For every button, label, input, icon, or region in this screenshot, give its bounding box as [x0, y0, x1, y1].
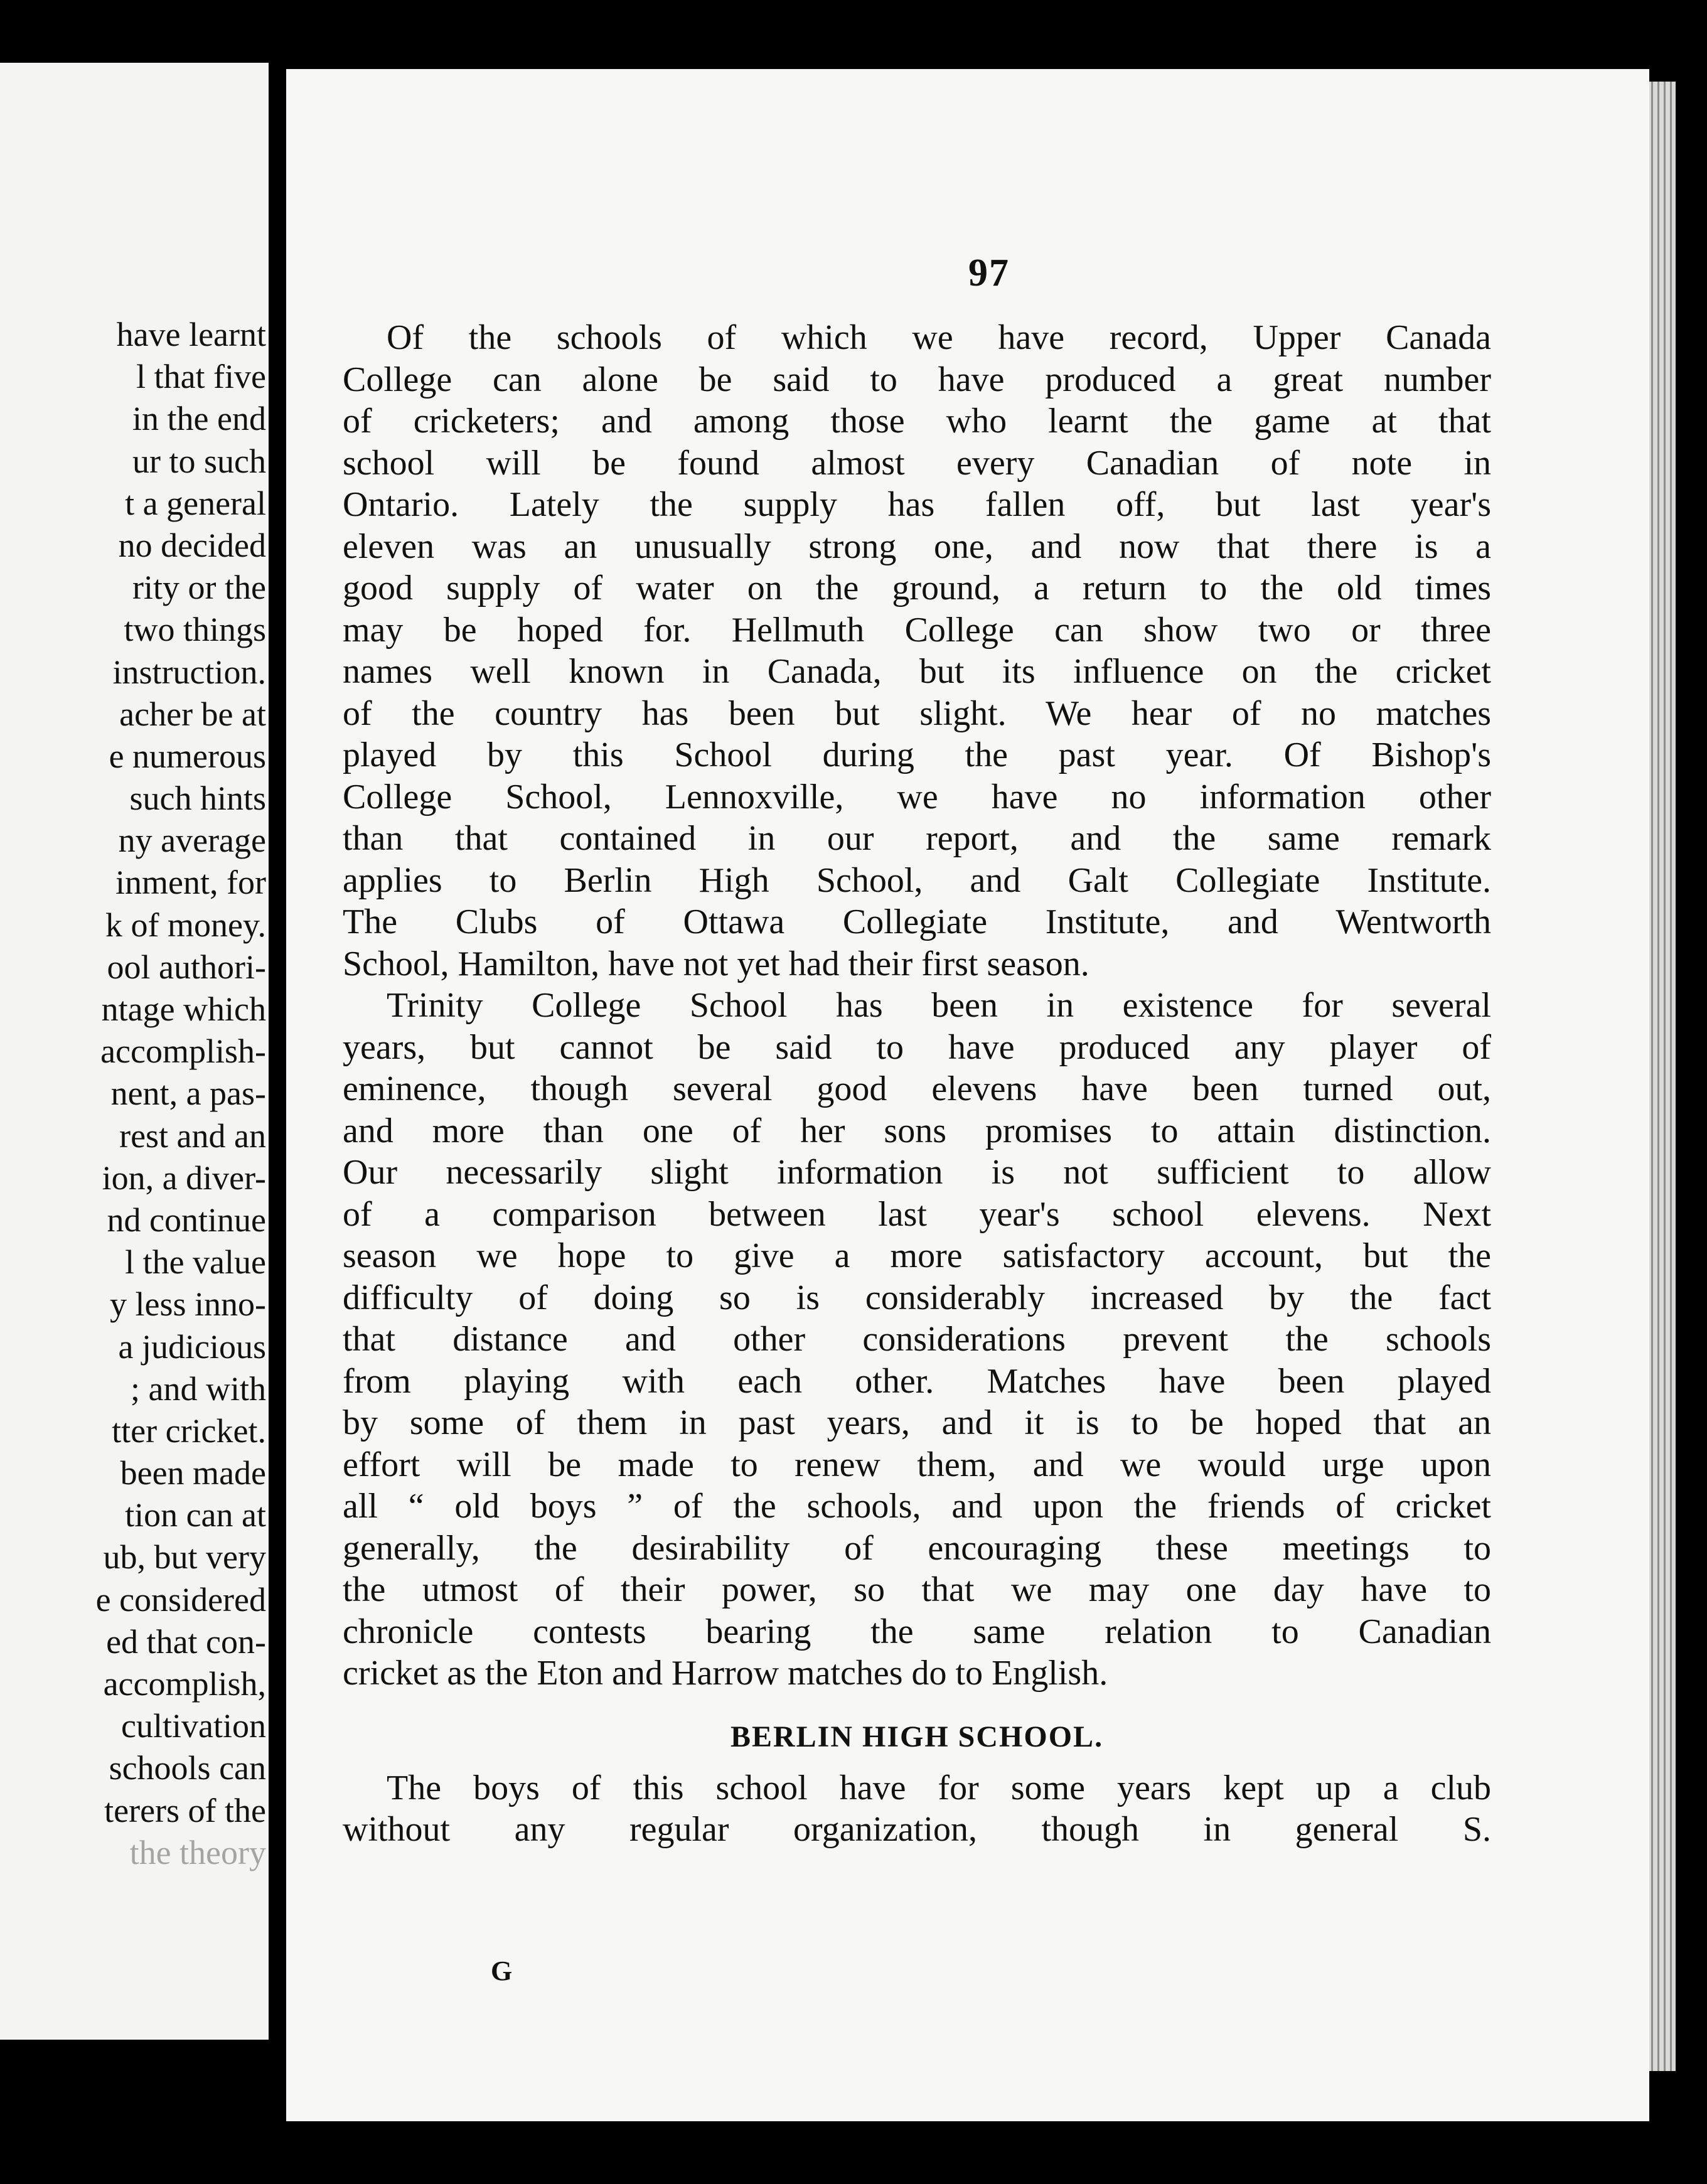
left-page-line: no decided	[118, 526, 266, 564]
left-page-line: schools can	[109, 1749, 266, 1787]
left-page-line: two things	[124, 611, 266, 649]
left-page-line: e numerous	[109, 737, 266, 775]
text-line: Our necessarily slight information is not sufficient to allow	[343, 1153, 1491, 1192]
text-line: names well known in Canada, but its influence on the cricket	[343, 652, 1491, 691]
text-line: season we hope to give a more satisfactory account, but the	[343, 1236, 1491, 1275]
page-body-text	[343, 317, 1491, 1851]
left-page-line: a judicious	[118, 1327, 266, 1366]
text-line: generally, the desirability of encouraging these meetings to	[343, 1528, 1491, 1568]
text-line: without any regular organization, though in general S.	[343, 1810, 1491, 1849]
text-line: The boys of this school have for some years kept up a club	[387, 1768, 1491, 1807]
signature-mark: G	[491, 1956, 513, 1986]
text-line: College can alone be said to have produced a great number	[343, 360, 1491, 399]
left-page-line: ny average	[118, 822, 266, 860]
left-page-line: t a general	[125, 484, 266, 522]
text-line: than that contained in our report, and the same remark	[343, 819, 1491, 858]
left-page-line: accomplish-	[100, 1032, 266, 1071]
text-line: all “ old boys ” of the schools, and upon the friends of cricket	[343, 1487, 1491, 1526]
text-line: cricket as the Eton and Harrow matches do to English.	[343, 1654, 1108, 1693]
left-page-line: y less inno-	[110, 1285, 266, 1324]
left-page-line: ion, a diver-	[102, 1159, 266, 1197]
text-line: and more than one of her sons promises to attain distinction.	[343, 1111, 1491, 1150]
text-line: eleven was an unusually strong one, and now that there is a	[343, 527, 1491, 566]
text-line: effort will be made to renew them, and we would urge upon	[343, 1445, 1491, 1484]
text-line: of the country has been but slight. We hear of no matches	[343, 693, 1491, 733]
text-line: of cricketers; and among those who learnt the game at that	[343, 402, 1491, 441]
left-page-line: instruction.	[112, 653, 266, 691]
text-line: good supply of water on the ground, a return to the old times	[343, 569, 1491, 608]
left-page-line: nent, a pas-	[110, 1074, 266, 1113]
left-page-line: been made	[120, 1454, 266, 1492]
page-number: 97	[968, 252, 1010, 294]
text-line: difficulty of doing so is considerably increased by the fact	[343, 1278, 1491, 1317]
left-page-line: nd continue	[107, 1201, 266, 1239]
text-line: the utmost of their power, so that we may one day have to	[343, 1570, 1491, 1609]
left-page-line: k of money.	[105, 906, 266, 944]
section-heading: BERLIN HIGH SCHOOL.	[730, 1720, 1104, 1753]
text-line: may be hoped for. Hellmuth College can show two or three	[343, 610, 1491, 650]
text-line: applies to Berlin High School, and Galt Collegiate Institute.	[343, 860, 1491, 900]
left-page-line: tion can at	[125, 1496, 266, 1534]
text-line: that distance and other considerations prevent the schools	[343, 1320, 1491, 1359]
text-line: Trinity College School has been in existence for several	[387, 986, 1491, 1025]
left-page-line: accomplish,	[103, 1665, 266, 1703]
book-page	[286, 69, 1649, 2121]
text-line: College School, Lennoxville, we have no information other	[343, 777, 1491, 816]
left-page-line: e considered	[95, 1580, 266, 1619]
left-page-line: have learnt	[116, 316, 266, 353]
text-line: Of the schools of which we have record, Upper Canada	[387, 318, 1491, 357]
left-page-line: l the value	[125, 1243, 266, 1282]
text-line: eminence, though several good elevens have been turned out,	[343, 1069, 1491, 1108]
text-line: from playing with each other. Matches have been played	[343, 1361, 1491, 1401]
text-line: years, but cannot be said to have produced any player of	[343, 1027, 1491, 1067]
left-page-line: the theory	[129, 1833, 266, 1871]
left-page-line: tter cricket.	[112, 1411, 266, 1450]
text-line: school will be found almost every Canadian of note in	[343, 443, 1491, 483]
left-page-line: ; and with	[131, 1369, 266, 1408]
text-line: played by this School during the past year. Of Bishop's	[343, 736, 1491, 774]
left-page-line: such hints	[129, 779, 266, 818]
text-line: Ontario. Lately the supply has fallen off, but last year's	[343, 485, 1491, 524]
text-line: School, Hamilton, have not yet had their first season.	[343, 944, 1089, 983]
left-page-line: ur to such	[132, 442, 266, 480]
left-page-line: ed that con-	[106, 1622, 266, 1661]
text-line: of a comparison between last year's school elevens. Next	[343, 1194, 1491, 1234]
left-page-line: inment, for	[115, 864, 266, 902]
left-page-line: terers of the	[104, 1791, 266, 1829]
left-page-line: rest and an	[119, 1116, 266, 1155]
left-page-line: in the end	[132, 400, 266, 438]
text-line: The Clubs of Ottawa Collegiate Institute, and Wentworth	[343, 902, 1491, 941]
left-page-line: cultivation	[121, 1707, 266, 1745]
text-line: by some of them in past years, and it is to be hoped that an	[343, 1403, 1491, 1442]
text-line: chronicle contests bearing the same relation to Canadian	[343, 1612, 1491, 1651]
page-gutter	[269, 63, 286, 2040]
left-page-line: ub, but very	[103, 1538, 266, 1576]
left-page-line: ool authori-	[107, 948, 266, 986]
left-page-line: l that five	[136, 358, 266, 396]
left-page-line: rity or the	[132, 569, 266, 607]
left-page	[0, 63, 269, 2040]
left-page-line: ntage which	[101, 990, 266, 1028]
left-page-text	[0, 314, 266, 1874]
left-page-line: acher be at	[119, 695, 266, 733]
